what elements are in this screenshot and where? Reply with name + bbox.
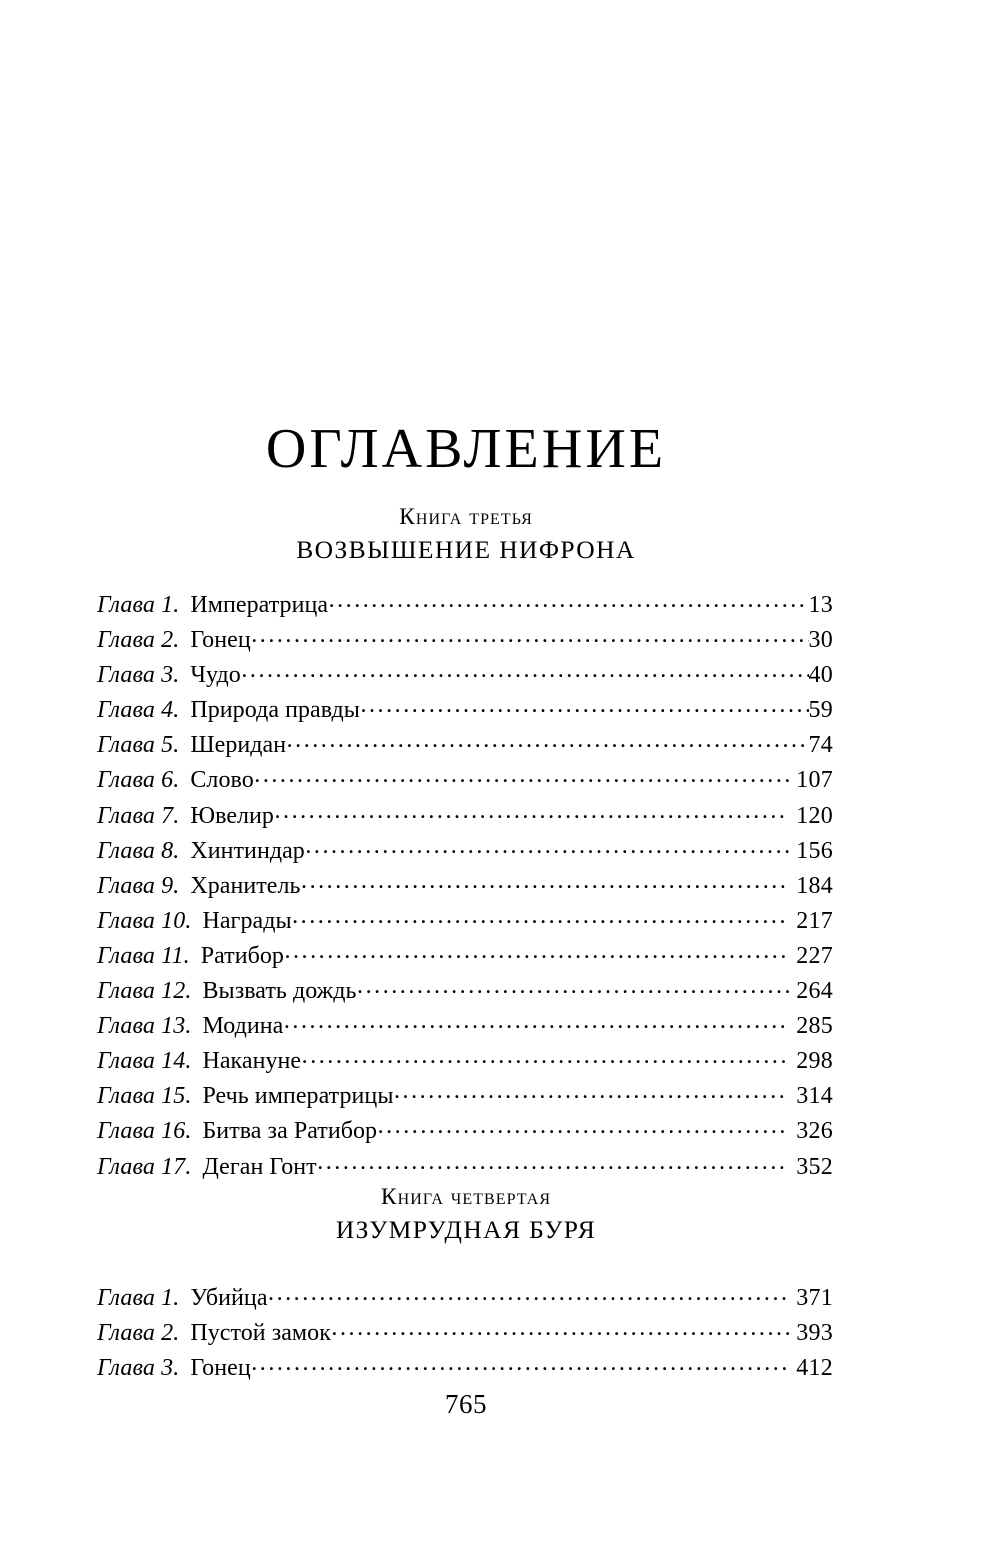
toc-entry[interactable] — [97, 869, 833, 904]
leader-dots — [254, 763, 789, 787]
chapter-page-number: 13 — [808, 592, 833, 618]
chapter-page-number: 264 — [796, 978, 833, 1005]
chapter-number-label: Глава 4. — [97, 697, 180, 724]
book-heading-four — [0, 1182, 932, 1246]
chapter-page-number: 326 — [796, 1118, 833, 1145]
book-heading-three — [0, 502, 932, 566]
leader-dots — [378, 1114, 789, 1138]
chapter-page-number: 371 — [796, 1285, 833, 1311]
chapter-number-label: Глава 9. — [97, 872, 180, 899]
chapter-title: Хранитель — [190, 872, 301, 899]
toc-entry[interactable] — [97, 728, 833, 763]
chapter-title: Императрица — [190, 592, 329, 618]
chapter-number-label: Глава 12. — [97, 978, 192, 1005]
leader-dots — [317, 1150, 789, 1174]
toc-entry[interactable] — [97, 623, 833, 658]
chapter-number-label: Глава 1. — [97, 592, 180, 618]
chapter-title: Речь императрицы — [202, 1083, 394, 1110]
chapter-number-label: Глава 2. — [97, 627, 180, 654]
chapter-number-label: Глава 3. — [97, 1355, 180, 1382]
toc-entry[interactable] — [97, 1114, 833, 1149]
leader-dots — [284, 1009, 789, 1033]
toc-entry[interactable] — [97, 693, 833, 728]
chapter-page-number: 30 — [808, 627, 833, 654]
leader-dots — [268, 1281, 789, 1305]
chapter-number-label: Глава 11. — [97, 942, 190, 969]
chapter-page-number: 40 — [808, 662, 833, 689]
toc-entry[interactable] — [97, 834, 833, 869]
chapter-title: Модина — [202, 1013, 284, 1040]
leader-dots — [305, 834, 788, 858]
toc-entry[interactable] — [97, 1044, 833, 1079]
chapter-number-label: Глава 7. — [97, 802, 180, 829]
chapter-page-number: 74 — [808, 732, 833, 759]
chapter-number-label: Глава 3. — [97, 662, 180, 689]
toc-entry[interactable] — [97, 1316, 833, 1351]
toc-entry[interactable] — [97, 1281, 833, 1316]
chapter-page-number: 107 — [796, 767, 833, 794]
chapter-title: Пустой замок — [190, 1320, 331, 1347]
page-title: ОГЛАВЛЕНИЕ — [265, 417, 667, 480]
book-number-label: Книга третья — [399, 504, 533, 530]
chapter-title: Природа правды — [190, 697, 360, 724]
leader-dots — [301, 869, 789, 893]
chapter-page-number: 217 — [796, 907, 833, 934]
leader-dots — [331, 1316, 788, 1340]
toc-list-book-three — [97, 588, 833, 1185]
chapter-page-number: 156 — [796, 837, 833, 864]
leader-dots — [394, 1079, 789, 1103]
leader-dots — [292, 904, 789, 928]
toc-entry[interactable] — [97, 588, 833, 623]
chapter-page-number: 314 — [796, 1083, 833, 1110]
chapter-title: Шеридан — [190, 732, 287, 759]
leader-dots — [251, 623, 809, 647]
toc-entry[interactable] — [97, 763, 833, 798]
chapter-number-label: Глава 5. — [97, 732, 180, 759]
chapter-number-label: Глава 14. — [97, 1048, 192, 1075]
chapter-page-number: 412 — [796, 1355, 833, 1382]
chapter-page-number: 298 — [796, 1048, 833, 1075]
chapter-page-number: 184 — [796, 872, 833, 899]
chapter-title: Хинтиндар — [190, 837, 305, 864]
chapter-number-label: Глава 15. — [97, 1083, 192, 1110]
chapter-title: Ратибор — [200, 942, 284, 969]
leader-dots — [284, 939, 788, 963]
leader-dots — [302, 1044, 789, 1068]
chapter-page-number: 59 — [808, 697, 833, 724]
leader-dots — [251, 1351, 789, 1375]
toc-entry[interactable] — [97, 1079, 833, 1114]
chapter-number-label: Глава 1. — [97, 1285, 180, 1311]
leader-dots — [274, 799, 788, 823]
chapter-number-label: Глава 2. — [97, 1320, 180, 1347]
chapter-title: Слово — [190, 767, 254, 794]
chapter-page-number: 352 — [796, 1153, 833, 1180]
chapter-number-label: Глава 8. — [97, 837, 180, 864]
chapter-page-number: 120 — [796, 802, 833, 829]
toc-entry[interactable] — [97, 1150, 833, 1185]
chapter-number-label: Глава 6. — [97, 767, 180, 794]
chapter-number-label: Глава 16. — [97, 1118, 192, 1145]
toc-entry[interactable] — [97, 1351, 833, 1386]
chapter-title: Ювелир — [190, 802, 274, 829]
chapter-number-label: Глава 17. — [97, 1153, 192, 1180]
chapter-title: Накануне — [202, 1048, 302, 1075]
leader-dots — [287, 728, 809, 752]
toc-list-book-four — [97, 1281, 833, 1386]
chapter-number-label: Глава 10. — [97, 907, 192, 934]
chapter-page-number: 285 — [796, 1013, 833, 1040]
leader-dots — [329, 588, 809, 612]
toc-entry[interactable] — [97, 1009, 833, 1044]
toc-entry[interactable] — [97, 904, 833, 939]
leader-dots — [357, 974, 789, 998]
toc-entry[interactable] — [97, 799, 833, 834]
chapter-title: Вызвать дождь — [202, 978, 357, 1005]
chapter-title: Убийца — [190, 1285, 268, 1311]
chapter-title: Гонец — [190, 1355, 251, 1382]
leader-dots — [360, 693, 809, 717]
toc-entry[interactable] — [97, 939, 833, 974]
leader-dots — [241, 658, 809, 682]
chapter-title: Деган Гонт — [202, 1153, 317, 1180]
chapter-title: Награды — [202, 907, 292, 934]
book-name-label: ИЗУМРУДНАЯ БУРЯ — [335, 1214, 597, 1244]
chapter-title: Гонец — [190, 627, 251, 654]
chapter-page-number: 227 — [796, 942, 833, 969]
toc-entry[interactable] — [97, 658, 833, 693]
book-name-label: ВОЗВЫШЕНИЕ НИФРОНА — [296, 534, 636, 564]
chapter-title: Чудо — [190, 662, 241, 689]
page-folio: 765 — [444, 1389, 488, 1419]
chapter-title: Битва за Ратибор — [202, 1118, 378, 1145]
chapter-page-number: 393 — [796, 1320, 833, 1347]
book-number-label: Книга четвертая — [380, 1184, 552, 1210]
toc-entry[interactable] — [97, 974, 833, 1009]
chapter-number-label: Глава 13. — [97, 1013, 192, 1040]
